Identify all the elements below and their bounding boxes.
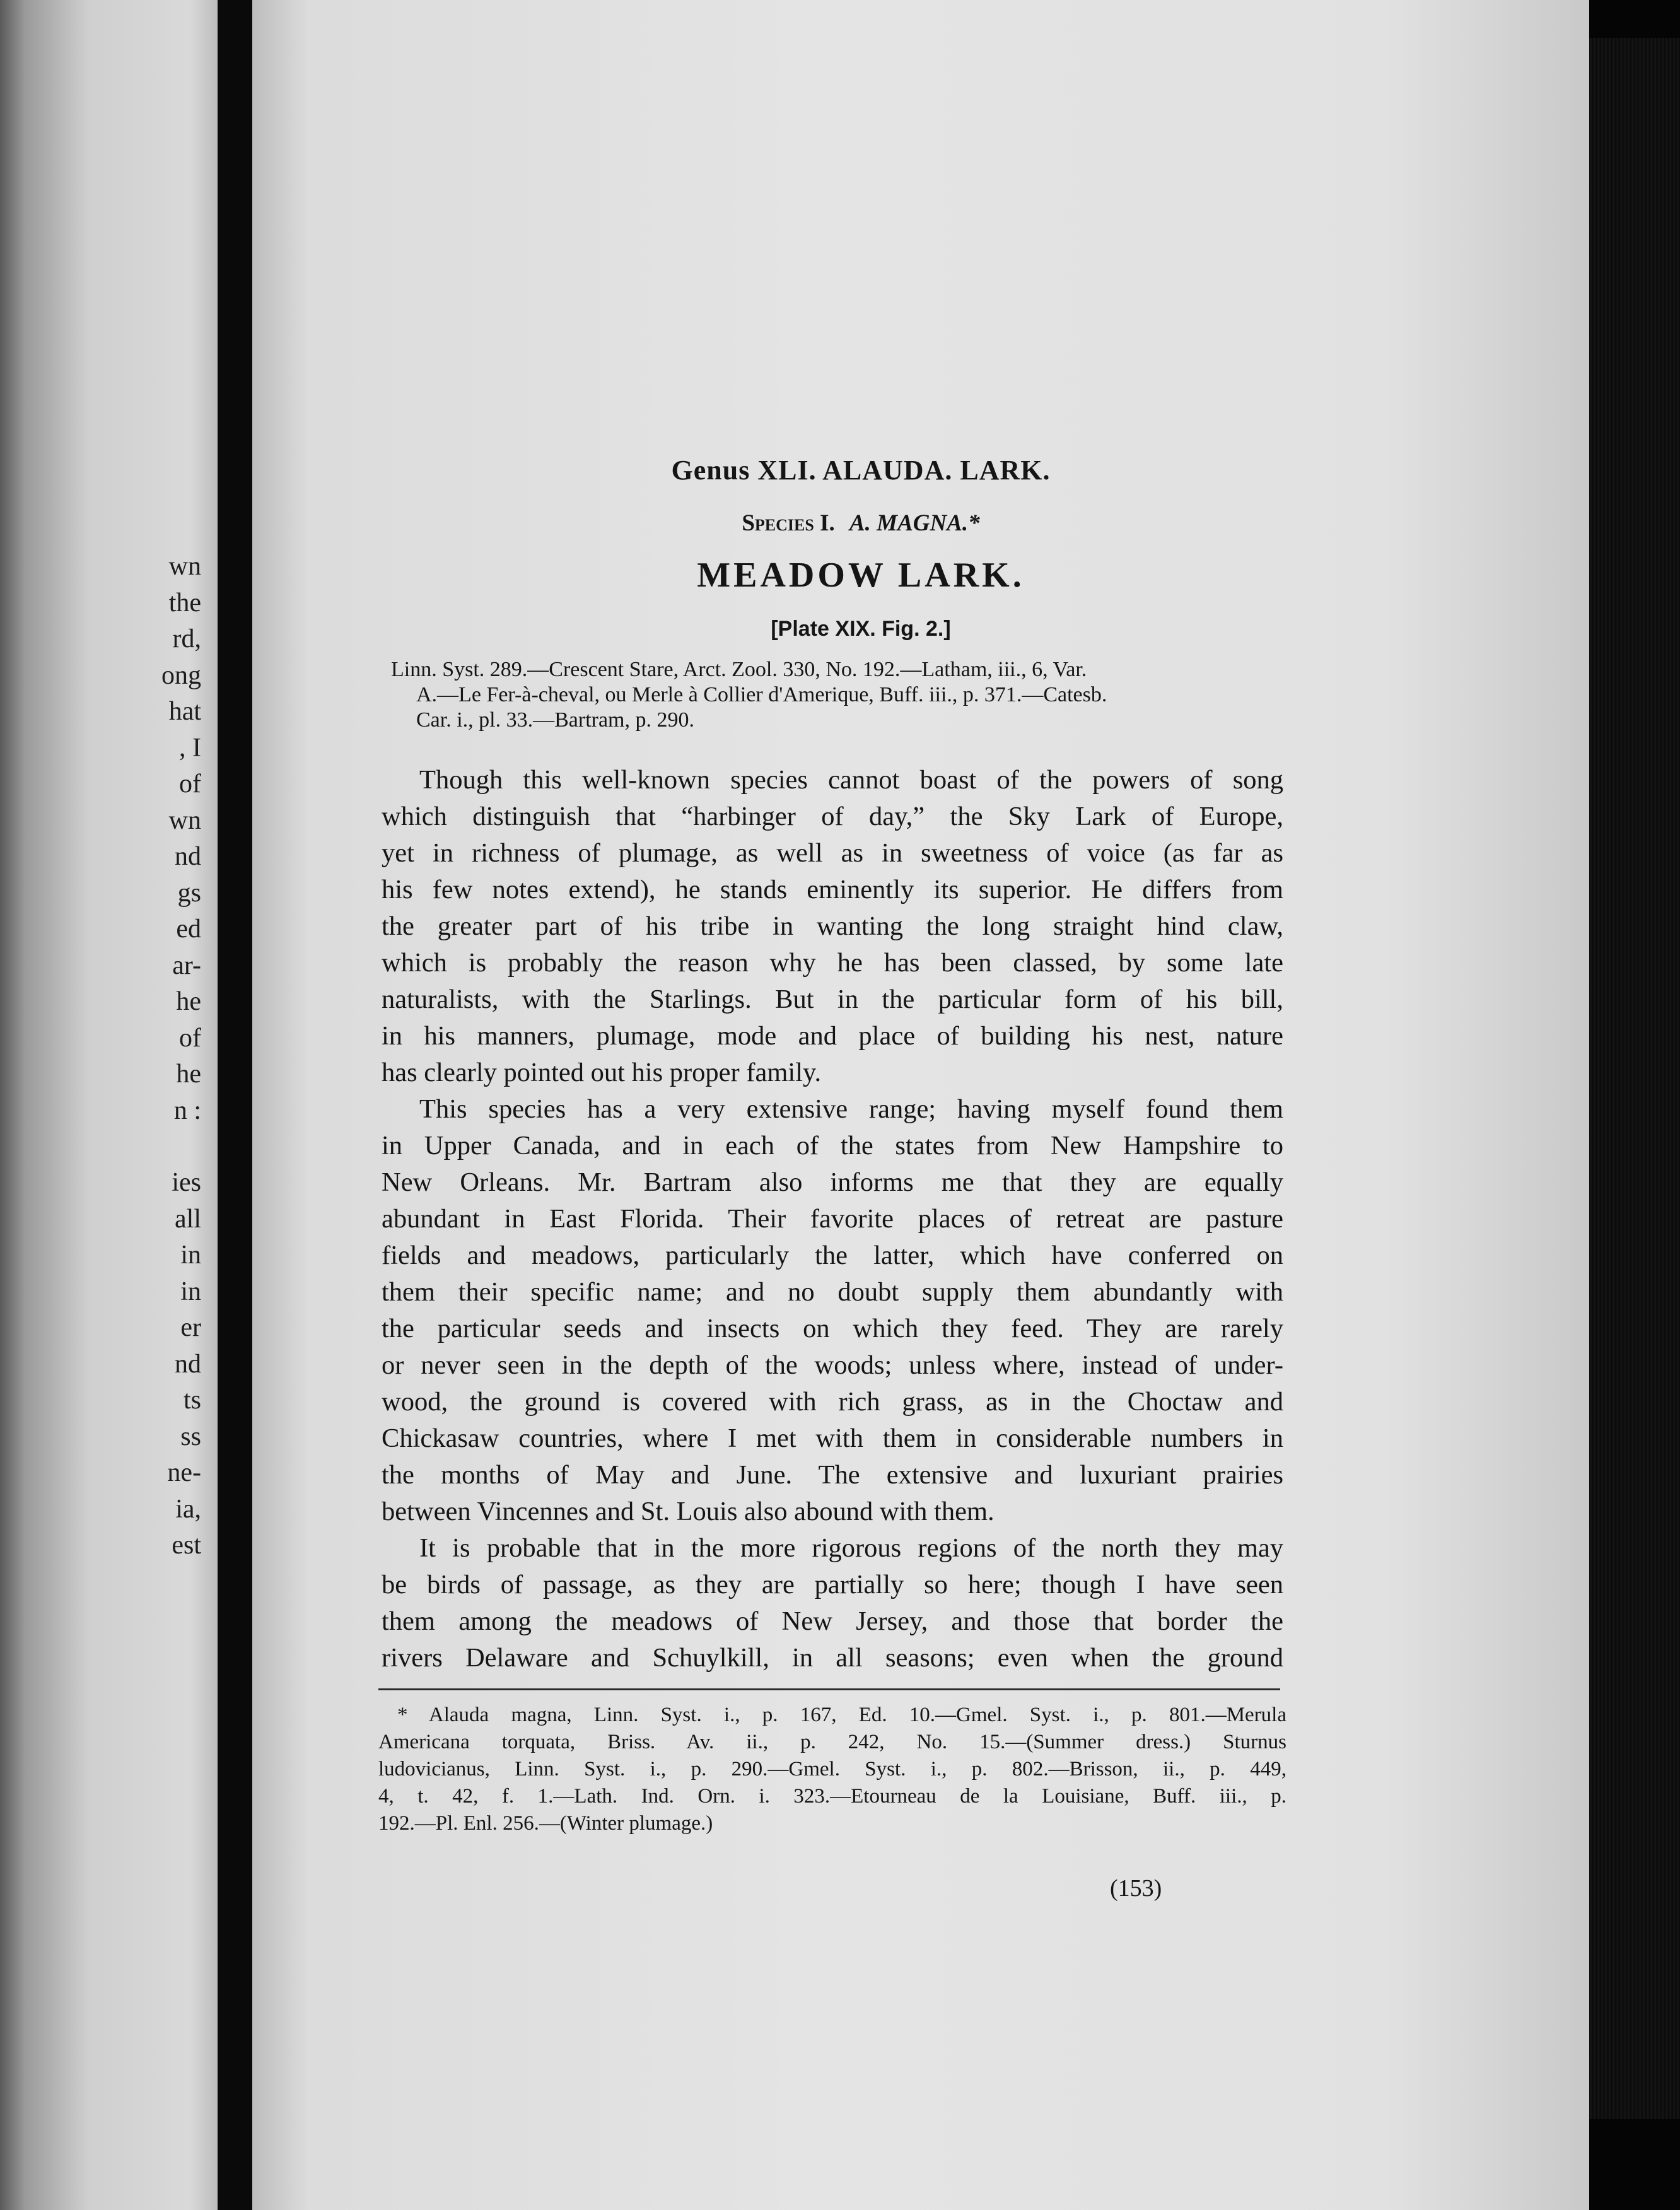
margin-fragment: all [175,1204,201,1234]
body-text [382,762,1283,1676]
footnote-line: 4, t. 42, f. 1.—Lath. Ind. Orn. i. 323.—Etourneau de la Louisiane, Buff. iii., p. [378,1785,1286,1808]
body-line: This species has a very extensive range; having myself found them [419,1094,1283,1124]
synonymy-line: Linn. Syst. 289.—Crescent Stare, Arct. Zool. 330, No. 192.—Latham, iii., 6, Var. [391,658,1087,681]
body-line: between Vincennes and St. Louis also abound with them. [382,1497,995,1526]
synonymy-line: A.—Le Fer-à-cheval, ou Merle à Collier d'Amerique, Buff. iii., p. 371.—Catesb. [416,683,1107,706]
plate-reference: [Plate XIX. Fig. 2.] [771,617,951,641]
synonymy-block [391,657,1280,733]
footnote-line: 192.—Pl. Enl. 256.—(Winter plumage.) [378,1812,713,1835]
margin-fragment: er [180,1313,201,1342]
margin-fragment: ss [180,1422,201,1451]
margin-fragment: of [179,1023,201,1053]
body-line: in Upper Canada, and in each of the states from New Hampshire to [382,1131,1283,1161]
margin-fragment: est [172,1531,201,1560]
species-label: Species I. [742,510,835,536]
species-name: A. MAGNA.* [849,510,980,536]
book-gutter [218,0,252,2210]
margin-fragment: he [176,1060,201,1089]
margin-fragment: wn [168,552,201,581]
book-page-edge [1589,38,1680,2119]
species-heading [404,510,1318,537]
body-line: yet in richness of plumage, as well as in sweetness of voice (as far as [382,838,1283,868]
margin-fragment: he [176,987,201,1016]
genus-heading: Genus XLI. ALAUDA. LARK. [671,455,1051,486]
body-line: wood, the ground is covered with rich grass, as in the Choctaw and [382,1387,1283,1417]
body-line: in his manners, plumage, mode and place of building his nest, nature [382,1021,1283,1051]
body-line: them among the meadows of New Jersey, and those that border the [382,1606,1283,1636]
margin-fragment: n : [173,1096,201,1125]
common-name-title: MEADOW LARK. [697,556,1025,595]
left-page-text-fragments [125,549,201,1564]
page-number: (153) [1110,1875,1162,1902]
footnote-rule [378,1688,1280,1690]
body-line: has clearly pointed out his proper family. [382,1058,822,1087]
body-line: or never seen in the depth of the woods; unless where, instead of under- [382,1350,1283,1380]
margin-fragment [125,1129,201,1165]
body-line: the months of May and June. The extensive and luxuriant prairies [382,1460,1283,1490]
body-line: his few notes extend), he stands eminently its superior. He differs from [382,875,1283,904]
body-line: them their specific name; and no doubt supply them abundantly with [382,1277,1283,1307]
margin-fragment: hat [168,697,201,726]
margin-fragment: , I [179,733,201,763]
footnote-block [378,1702,1286,1837]
body-line: which distinguish that “harbinger of day,” the Sky Lark of Europe, [382,802,1283,831]
body-line: which is probably the reason why he has been classed, by some late [382,948,1283,978]
footnote-line: ludovicianus, Linn. Syst. i., p. 290.—Gmel. Syst. i., p. 802.—Brisson, ii., p. 449, [378,1758,1286,1780]
margin-fragment: ts [183,1386,201,1415]
margin-fragment: ong [161,660,201,690]
body-line: New Orleans. Mr. Bartram also informs me that they are equally [382,1167,1283,1197]
margin-fragment: of [179,769,201,798]
margin-fragment: the [168,588,201,617]
margin-fragment: in [180,1277,201,1306]
body-line: the particular seeds and insects on which they feed. They are rarely [382,1314,1283,1343]
body-line: Though this well-known species cannot boast of the powers of song [419,765,1283,795]
footnote-line: Americana torquata, Briss. Av. ii., p. 242, No. 15.—(Summer dress.) Sturnus [378,1731,1286,1753]
body-line: rivers Delaware and Schuylkill, in all seasons; even when the ground [382,1643,1283,1673]
body-line: Chickasaw countries, where I met with them in considerable numbers in [382,1424,1283,1453]
margin-fragment: in [180,1241,201,1270]
left-facing-page [0,0,218,2210]
margin-fragment: gs [177,878,201,908]
margin-fragment: ies [172,1168,201,1197]
margin-fragment: nd [175,1349,201,1379]
margin-fragment: ar- [172,950,201,980]
synonymy-line: Car. i., pl. 33.—Bartram, p. 290. [416,708,695,732]
margin-fragment: rd, [172,624,201,653]
body-line: be birds of passage, as they are partially so here; though I have seen [382,1570,1283,1599]
margin-fragment: wn [168,805,201,835]
body-line: naturalists, with the Starlings. But in the particular form of his bill, [382,985,1283,1014]
body-line: fields and meadows, particularly the latter, which have conferred on [382,1241,1283,1270]
body-line: abundant in East Florida. Their favorite places of retreat are pasture [382,1204,1283,1234]
footnote-line: * Alauda magna, Linn. Syst. i., p. 167, Ed. 10.—Gmel. Syst. i., p. 801.—Merula [397,1704,1286,1726]
margin-fragment: ia, [175,1494,201,1524]
body-line: It is probable that in the more rigorous regions of the north they may [419,1533,1283,1563]
margin-fragment: ne- [167,1458,201,1487]
body-line: the greater part of his tribe in wanting the long straight hind claw, [382,911,1283,941]
margin-fragment: ed [176,915,201,944]
margin-fragment: nd [175,842,201,871]
